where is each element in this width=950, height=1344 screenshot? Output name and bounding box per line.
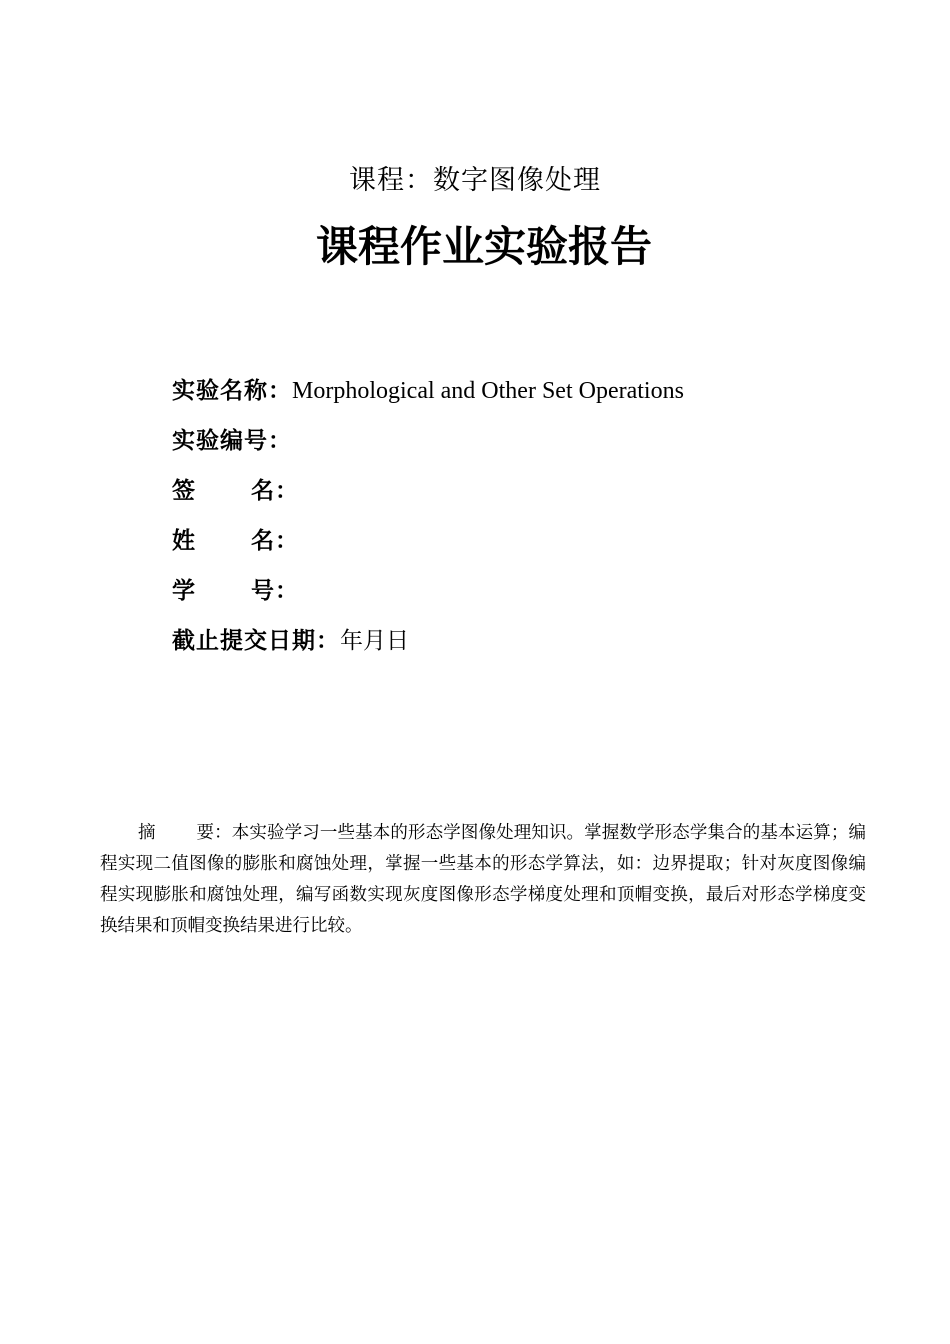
name-label-last: 名 [251, 528, 275, 554]
name-label [172, 522, 275, 560]
course-line: 课程：数字图像处理 [349, 165, 601, 196]
deadline-row [172, 622, 892, 672]
deadline-label: 截止提交日期： [172, 628, 340, 654]
experiment-name-row [172, 372, 892, 422]
signature-row [172, 472, 892, 522]
signature-label-first: 签 [172, 478, 196, 504]
student-id-label-last: 号 [251, 578, 275, 604]
info-block [172, 372, 892, 672]
signature-label-last: 名 [251, 478, 275, 504]
name-row [172, 522, 892, 572]
experiment-number-row [172, 422, 892, 472]
student-id-row [172, 572, 892, 622]
student-id-colon: ： [275, 578, 298, 604]
deadline-value: 年月日 [340, 628, 409, 654]
student-id-label-first: 学 [172, 578, 196, 604]
abstract-label-first: 摘 [138, 823, 156, 843]
name-label-first: 姓 [172, 528, 196, 554]
report-title: 课程作业实验报告 [315, 222, 652, 271]
signature-label [172, 472, 275, 510]
abstract-label-last: 要 [196, 823, 214, 843]
experiment-name-value: Morphological and Other Set Operations [292, 378, 684, 404]
experiment-name-label: 实验名称： [172, 378, 292, 404]
abstract [100, 818, 866, 942]
student-id-label [172, 572, 275, 610]
experiment-number-label: 实验编号： [172, 428, 292, 454]
abstract-label [138, 818, 214, 849]
signature-colon: ： [275, 478, 298, 504]
abstract-text: 本实验学习一些基本的形态学图像处理知识。掌握数学形态学集合的基本运算；编程实现二值图像的膨胀和腐蚀处理，掌握一些基本的形态学算法，如：边界提取；针对灰度图像编程实现膨胀和腐蚀处理，编写函数实现灰度图像形态学梯度处理和顶帽变换，最后对形态学梯度变换结果和顶帽变换结果进行比较。 [100, 823, 867, 936]
abstract-colon: ： [214, 823, 232, 843]
name-colon: ： [275, 528, 298, 554]
